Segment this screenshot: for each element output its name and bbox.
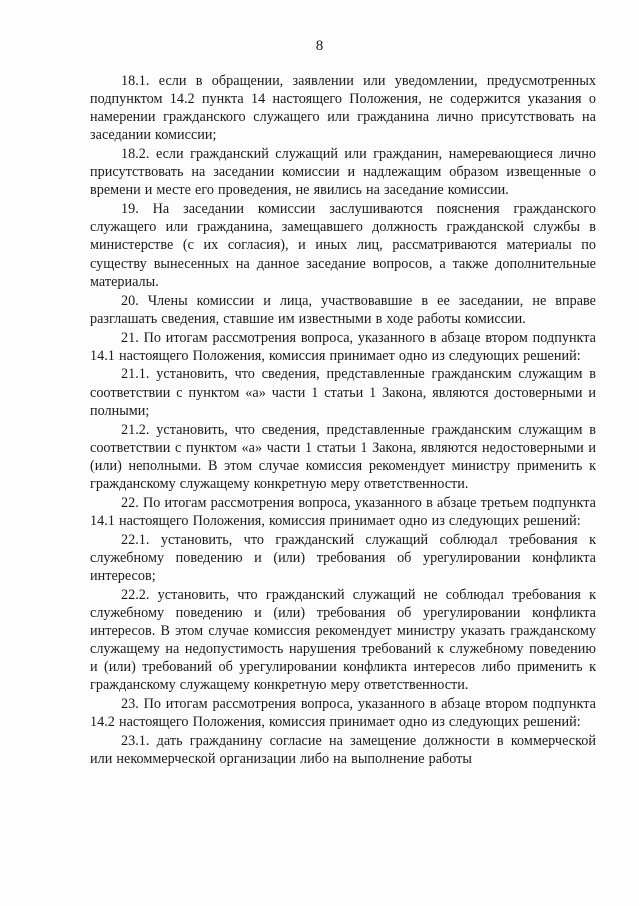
document-body <box>90 72 596 769</box>
paragraph-18-1: 18.1. если в обращении, заявлении или уведомлении, предусмотренных подпунктом 14.2 пункта 14 настоящего Положения, не содержится указания о намерении гражданского служащего или гражданина лично присутствовать на заседании комиссии; <box>90 73 596 144</box>
paragraph-22-2: 22.2. установить, что гражданский служащий не соблюдал требования к служебному поведению и (или) требования об урегулировании конфликта интересов. В этом случае комиссия рекомендует министру указать гражданскому служащему на недопустимость нарушения требований к служебному поведению и (или) требований об урегулировании конфликта интересов либо применить к гражданскому служащему конкретную меру ответственности. <box>90 586 596 694</box>
paragraph-21-1: 21.1. установить, что сведения, представленные гражданским служащим в соответствии с пунктом «а» части 1 статьи 1 Закона, являются достоверными и полными; <box>90 366 596 419</box>
page-number: 8 <box>315 38 324 54</box>
paragraph-19: 19. На заседании комиссии заслушиваются пояснения гражданского служащего или гражданина, замещавшего должность гражданской службы в министерстве (с их согласия), и иных лиц, рассматриваются материалы по существу вынесенных на данное заседание вопросов, а также дополнительные материалы. <box>90 201 596 290</box>
paragraph-21-2: 21.2. установить, что сведения, представленные гражданским служащим в соответствии с пунктом «а» части 1 статьи 1 Закона, являются недостоверными и (или) неполными. В этом случае комиссия рекомендует министру применить к гражданскому служащему конкретную меру ответственности. <box>90 421 596 492</box>
paragraph-23: 23. По итогам рассмотрения вопроса, указанного в абзаце втором подпункта 14.2 настоящего Положения, комиссия принимает одно из следующих решений: <box>90 696 596 731</box>
paragraph-22-1: 22.1. установить, что гражданский служащий соблюдал требования к служебному поведению и (или) требования об урегулировании конфликта интересов; <box>90 531 596 584</box>
paragraph-21: 21. По итогам рассмотрения вопроса, указанного в абзаце втором подпункта 14.1 настоящего Положения, комиссия принимает одно из следующих решений: <box>90 329 596 364</box>
paragraph-22: 22. По итогам рассмотрения вопроса, указанного в абзаце третьем подпункта 14.1 настоящего Положения, комиссия принимает одно из следующих решений: <box>90 494 596 529</box>
paragraph-23-1: 23.1. дать гражданину согласие на замещение должности в коммерческой или некоммерческой организации либо на выполнение работы <box>90 733 596 768</box>
paragraph-18-2: 18.2. если гражданский служащий или гражданин, намеревающиеся лично присутствовать на заседании комиссии и надлежащим образом извещенные о времени и месте его проведения, не явились на заседание комиссии. <box>90 146 596 199</box>
paragraph-20: 20. Члены комиссии и лица, участвовавшие в ее заседании, не вправе разглашать сведения, ставшие им известными в ходе работы комиссии. <box>90 292 596 327</box>
